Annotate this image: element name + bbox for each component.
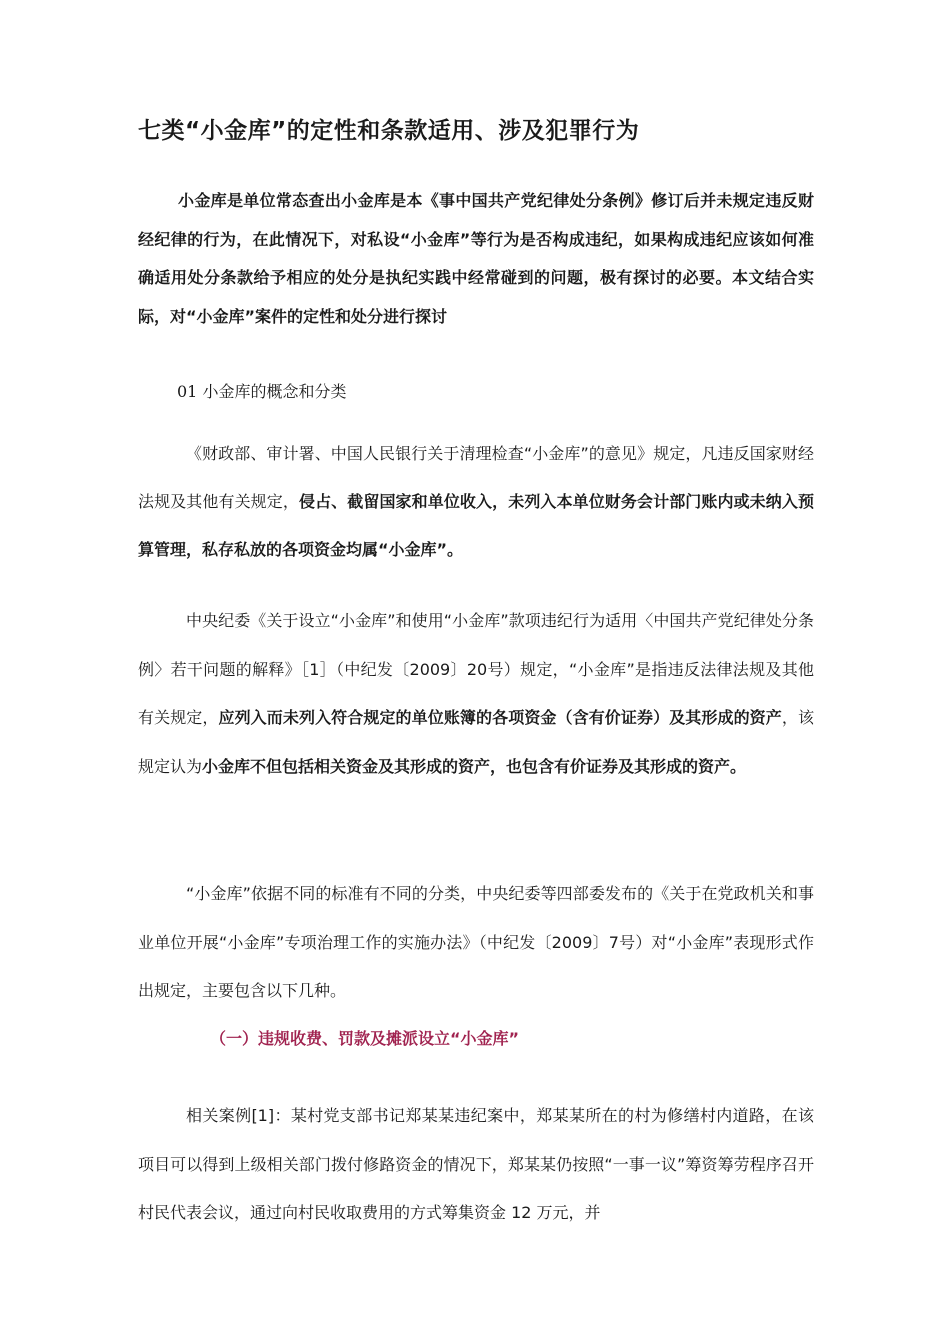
definition-paragraph-2 — [138, 597, 814, 791]
definition-2-part1: 中央纪委《关于设立“小金库”和使用“小金库”款项违纪行为适用〈中国共产党纪律处分条例〉若干问题的解释》［1］（中纪发〔2009〕20号）规定，“小金库”是指违反法律法规及其他有关规定， — [138, 611, 814, 727]
subheading-1: （一）违规收费、罚款及摊派设立“小金库” — [210, 1029, 520, 1048]
definition-2-part2: ，该规定认为 — [138, 708, 814, 776]
intro-paragraph: 小金库是单位常态查出小金库是本《事中国共产党纪律处分条例》修订后并未规定违反财经纪律的行为，在此情况下，对私设“小金库”等行为是否构成违纪，如果构成违纪应该如何准确适用处分条款给予相应的处分是执纪实践中经常碰到的问题，极有探讨的必要。本文结合实际，对“小金库”案件的定性和处分进行探讨 — [138, 191, 814, 326]
definition-2-bold1: 应列入而未列入符合规定的单位账簿的各项资金（含有价证券）及其形成的资产 — [218, 708, 782, 727]
classification-paragraph: “小金库”依据不同的标准有不同的分类，中央纪委等四部委发布的《关于在党政机关和事业单位开展“小金库”专项治理工作的实施办法》（中纪发〔2009〕7号）对“小金库”表现形式作出规定，主要包含以下几种。 — [138, 884, 814, 1000]
definition-1-lead: 《财政部、审计署、中国人民银行关于清理检查“小金库”的意见》规定，凡违反国家财经法规及其他有关规定， — [138, 444, 814, 511]
section-heading: 01 小金库的概念和分类 — [177, 382, 347, 401]
definition-1-bold: 侵占、截留国家和单位收入，未列入本单位财务会计部门账内或未纳入预算管理，私存私放的各项资金均属“小金库”。 — [138, 492, 814, 559]
document-title: 七类“小金库”的定性和条款适用、涉及犯罪行为 — [138, 118, 640, 144]
definition-paragraph-1 — [138, 430, 814, 574]
definition-2-bold2: 小金库不但包括相关资金及其形成的资产，也包含有价证券及其形成的资产。 — [202, 756, 747, 776]
case-paragraph-1: 相关案例[1]：某村党支部书记郑某某违纪案中，郑某某所在的村为修缮村内道路，在该项目可以得到上级相关部门拨付修路资金的情况下，郑某某仍按照“一事一议”筹资筹劳程序召开村民代表会议，通过向村民收取费用的方式筹集资金 12 万元，并 — [138, 1106, 814, 1222]
